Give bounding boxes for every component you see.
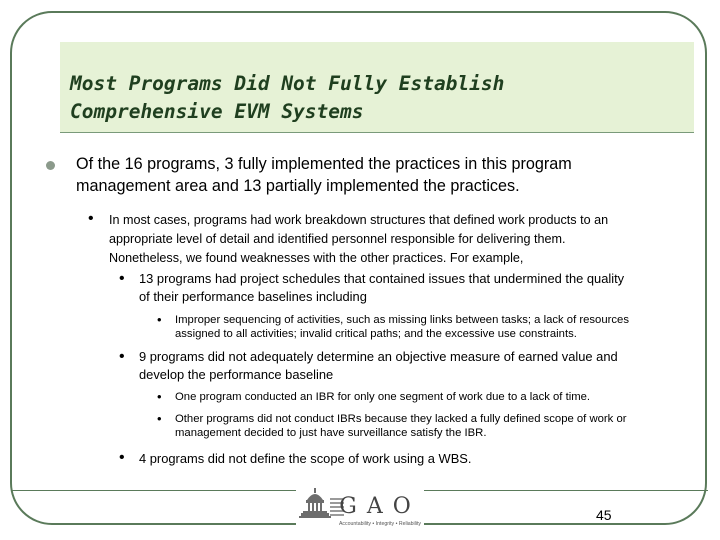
bullet-level-1 bbox=[76, 153, 676, 197]
bullet-text-line: 13 programs had project schedules that contained issues that undermined the quality bbox=[139, 271, 625, 286]
bullet-text-line: 9 programs did not adequately determine an objective measure of earned value and bbox=[139, 349, 618, 364]
bullet-level-4 bbox=[175, 390, 675, 404]
bullet-level-3 bbox=[139, 348, 699, 384]
bullet-text-line: appropriate level of detail and identified personnel responsible for delivering them. bbox=[109, 232, 566, 246]
bullet-text-line: Other programs did not conduct IBRs because they lacked a fully defined scope of work or bbox=[175, 413, 627, 425]
bullet-text-line: Improper sequencing of activities, such as missing links between tasks; a lack of resources bbox=[175, 314, 629, 326]
bullet-level-4 bbox=[175, 313, 675, 341]
bullet-text-line: develop the performance baseline bbox=[139, 367, 334, 382]
bullet-level-3 bbox=[139, 270, 699, 306]
bullet-text-line: One program conducted an IBR for only one segment of work due to a lack of time. bbox=[175, 391, 591, 403]
title-line: Most Programs Did Not Fully Establish bbox=[70, 72, 505, 95]
bullet-dot-icon: • bbox=[119, 348, 125, 365]
logo-text: GAO bbox=[339, 494, 421, 519]
bullet-text-line: management area and 13 partially implemented the practices. bbox=[76, 177, 520, 195]
gao-logo bbox=[296, 478, 424, 528]
bullet-dot-icon bbox=[46, 161, 55, 170]
bullet-text-line: In most cases, programs had work breakdown structures that defined work products to an bbox=[109, 213, 609, 227]
bullet-dot-icon: • bbox=[119, 449, 125, 466]
slide-title bbox=[70, 70, 670, 126]
title-line: Comprehensive EVM Systems bbox=[70, 100, 364, 123]
bullet-level-3 bbox=[139, 450, 699, 468]
bullet-text-line: 4 programs did not define the scope of work using a WBS. bbox=[139, 451, 472, 466]
bullet-dot-icon: • bbox=[157, 389, 162, 404]
bullet-dot-icon: • bbox=[88, 210, 94, 227]
bullet-text-line: of their performance baselines including bbox=[139, 289, 367, 304]
title-divider bbox=[60, 132, 694, 133]
bullet-text-line: management decided to just have surveillance satisfy the IBR. bbox=[175, 427, 487, 439]
bullet-dot-icon: • bbox=[119, 270, 125, 287]
logo-tagline: Accountability • Integrity • Reliability bbox=[338, 521, 422, 527]
bullet-level-2 bbox=[109, 211, 699, 268]
bullet-dot-icon: • bbox=[157, 411, 162, 426]
bullet-text-line: Nonetheless, we found weaknesses with the other practices. For example, bbox=[109, 251, 524, 265]
bullet-dot-icon: • bbox=[157, 312, 162, 327]
bullet-text-line: Of the 16 programs, 3 fully implemented the practices in this program bbox=[76, 155, 572, 173]
page-number: 45 bbox=[596, 507, 612, 523]
bullet-level-4 bbox=[175, 412, 675, 440]
bullet-text-line: assigned to all activities; invalid critical paths; and the excessive use constraints. bbox=[175, 328, 577, 340]
